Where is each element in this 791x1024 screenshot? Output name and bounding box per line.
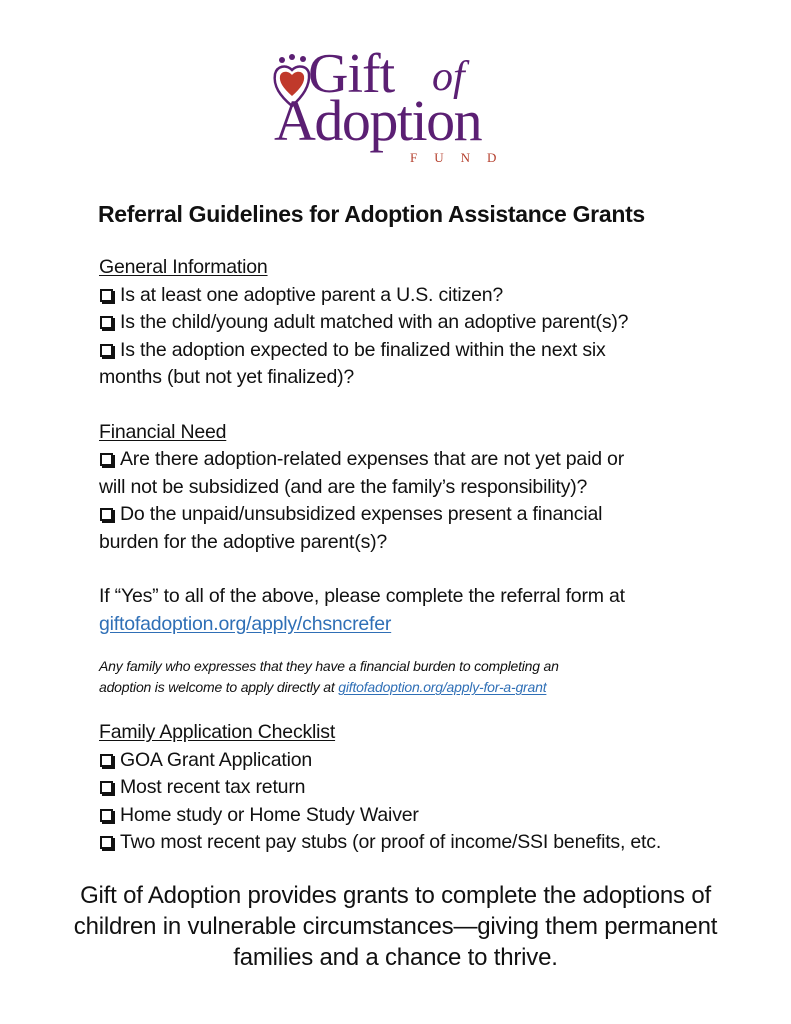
page-title: Referral Guidelines for Adoption Assistance Grants <box>98 201 645 227</box>
checklist-item-text: GOA Grant Application <box>120 748 312 771</box>
checklist-item <box>99 774 739 802</box>
checklist-item-text: Are there adoption-related expenses that are not yet paid or <box>120 448 624 470</box>
apply-for-grant-link[interactable]: giftofadoption.org/apply-for-a-grant <box>338 679 547 695</box>
logo-word-adoption: Adoption <box>274 88 482 153</box>
note-line-2-text: adoption is welcome to apply directly at <box>99 679 339 695</box>
checkbox-icon[interactable] <box>100 344 113 357</box>
checkbox-icon[interactable] <box>100 754 113 767</box>
checklist-item <box>99 309 719 337</box>
logo-word-fund: FUND <box>410 150 514 165</box>
checklist-item-text: Two most recent pay stubs (or proof of income/SSI benefits, etc. <box>120 831 662 853</box>
checkbox-icon[interactable] <box>100 289 113 302</box>
checkbox-icon[interactable] <box>100 316 113 329</box>
tagline-line-3: families and a chance to thrive. <box>233 944 558 971</box>
logo-word-of: of <box>432 54 465 100</box>
spacer <box>99 556 719 583</box>
direct-apply-note <box>99 656 719 698</box>
checklist-item <box>99 337 719 365</box>
tagline-line-1: Gift of Adoption provides grants to complete the adoptions of <box>80 882 711 909</box>
section-heading-checklist: Family Application Checklist <box>99 721 336 743</box>
checklist-item-text: Is the adoption expected to be finalized within the next six <box>120 338 606 361</box>
checklist-item-text: Is the child/young adult matched with an adoptive parent(s)? <box>120 311 629 333</box>
checklist-item-text: Home study or Home Study Waiver <box>120 803 419 826</box>
mission-tagline <box>20 880 771 973</box>
guidelines-content <box>99 254 719 638</box>
checklist-item-continuation: will not be subsidized (and are the family’s responsibility)? <box>99 475 588 498</box>
spacer <box>99 392 719 419</box>
note-line-1: Any family who expresses that they have a financial burden to completing an <box>99 658 559 674</box>
note-line-2 <box>99 677 719 698</box>
checkbox-icon[interactable] <box>100 809 113 822</box>
checklist-item <box>99 282 719 310</box>
checklist-item-text: Do the unpaid/unsubsidized expenses present a financial <box>120 503 603 525</box>
checklist-item <box>99 446 719 474</box>
section-heading-general: General Information <box>99 256 268 278</box>
family-application-checklist <box>99 719 739 857</box>
checklist-item <box>99 802 739 830</box>
tagline-line-2: children in vulnerable circumstances—giving them permanent <box>73 913 718 940</box>
checklist-item <box>99 747 739 775</box>
referral-instruction: If “Yes” to all of the above, please complete the referral form at <box>99 585 625 607</box>
checkbox-icon[interactable] <box>100 836 113 849</box>
gift-of-adoption-logo <box>272 43 522 168</box>
checklist-item-continuation: burden for the adoptive parent(s)? <box>99 530 388 553</box>
checkbox-icon[interactable] <box>100 453 113 466</box>
checklist-item-continuation: months (but not yet finalized)? <box>99 366 355 388</box>
checklist-item <box>99 829 739 857</box>
checkbox-icon[interactable] <box>100 508 113 521</box>
referral-form-link[interactable]: giftofadoption.org/apply/chsncrefer <box>99 612 392 635</box>
section-heading-financial: Financial Need <box>99 420 227 443</box>
checklist-item-text: Is at least one adoptive parent a U.S. citizen? <box>120 283 503 306</box>
checklist-item-text: Most recent tax return <box>120 776 306 798</box>
logo-word-gift: Gift <box>308 43 395 105</box>
checkbox-icon[interactable] <box>100 781 113 794</box>
checklist-item <box>99 501 719 529</box>
